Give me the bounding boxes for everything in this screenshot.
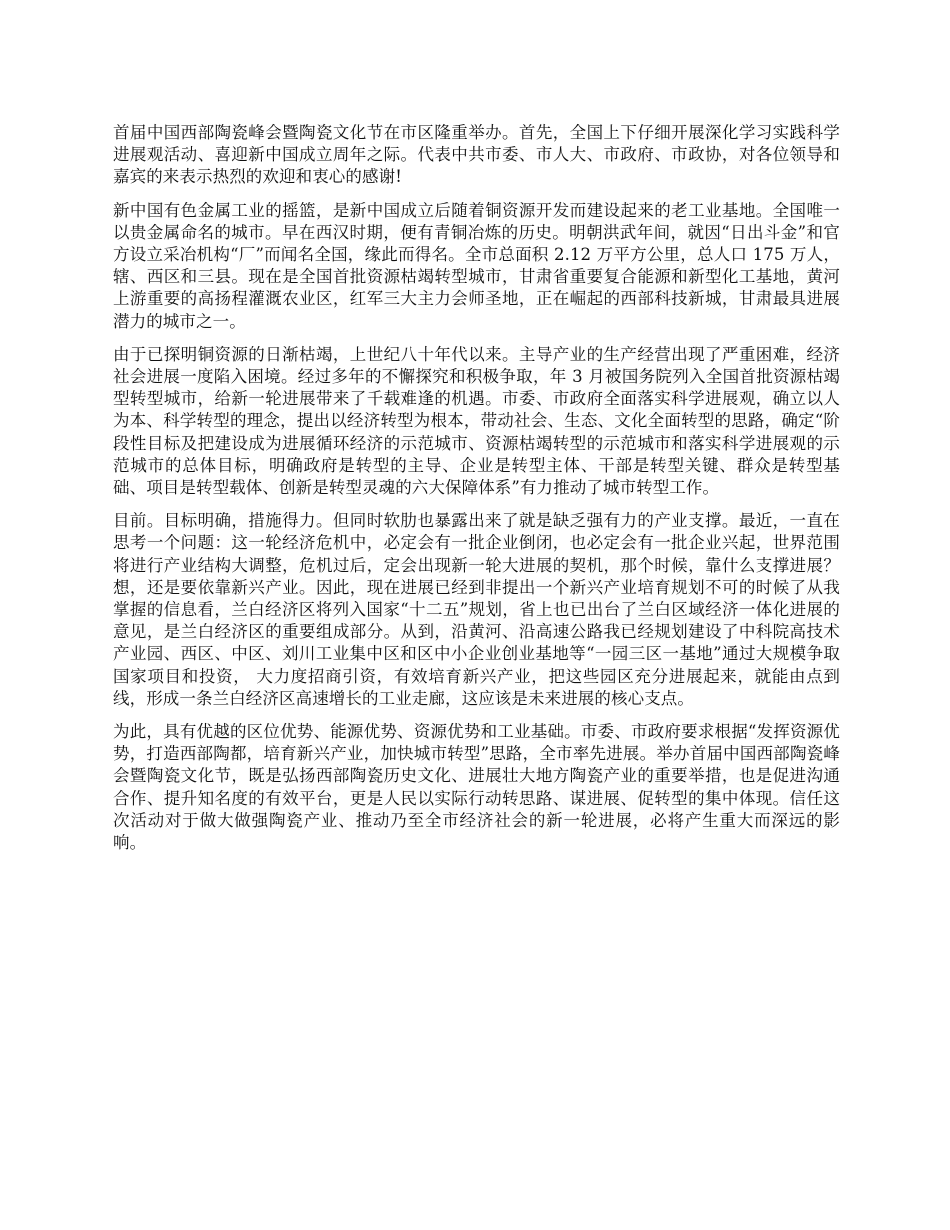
paragraph-ceramics-festival: 为此，具有优越的区位优势、能源优势、资源优势和工业基础。市委、市政府要求根据“发挥资源优势，打造西部陶都，培育新兴产业，加快城市转型”思路，全市率先进展。举办首届中国西部陶瓷峰会暨陶瓷文化节，既是弘扬西部陶瓷历史文化、进展壮大地方陶瓷产业的重要举措，也是促进沟通合作、提升知名度的有效平台，更是人民以实际行动转思路、谋进展、促转型的集中体现。信任这次活动对于做大做强陶瓷产业、推动乃至全市经济社会的新一轮进展，必将产生重大而深远的影响。	[113, 722, 840, 853]
paragraph-transformation: 由于已探明铜资源的日渐枯竭，上世纪八十年代以来。主导产业的生产经营出现了严重困难，经济社会进展一度陷入困境。经过多年的不懈探究和积极争取，年 3 月被国务院列入全国首批资源枯竭型转型城市，给新一轮进展带来了千载难逢的机遇。市委、市政府全面落实科学进展观，确立以人为本、科学转型的理念，提出以经济转型为根本，带动社会、生态、文化全面转型的思路，确定“阶段性目标及把建设成为进展循环经济的示范城市、资源枯竭转型的示范城市和落实科学进展观的示范城市的总体目标，明确政府是转型的主导、企业是转型主体、干部是转型关键、群众是转型基础、项目是转型载体、创新是转型灵魂的六大保障体系”有力推动了城市转型工作。	[113, 344, 840, 498]
paragraph-opening: 首届中国西部陶瓷峰会暨陶瓷文化节在市区隆重举办。首先，全国上下仔细开展深化学习实践科学进展观活动、喜迎新中国成立周年之际。代表中共市委、市人大、市政府、市政协，对各位领导和嘉宾的来表示热烈的欢迎和衷心的感谢!	[113, 123, 840, 187]
paragraph-city-history: 新中国有色金属工业的摇篮，是新中国成立后随着铜资源开发而建设起来的老工业基地。全国唯一以贵金属命名的城市。早在西汉时期，便有青铜冶炼的历史。明朝洪武年间，就因“日出斗金”和官方设立采冶机构“厂”而闻名全国，缘此而得名。全市总面积 2.12 万平方公里，总人口 175 万人，辖、西区和三县。现在是全国首批资源枯竭转型城市，甘肃省重要复合能源和新型化工基地，黄河上游重要的高扬程灌溉农业区，红军三大主力会师圣地，正在崛起的西部科技新城，甘肃最具进展潜力的城市之一。	[113, 200, 840, 331]
paragraph-emerging-industry: 目前。目标明确，措施得力。但同时软肋也暴露出来了就是缺乏强有力的产业支撑。最近，一直在思考一个问题：这一轮经济危机中，必定会有一批企业倒闭，也必定会有一批企业兴起，世界范围将进行产业结构大调整，危机过后，定会出现新一轮大进展的契机，那个时候，靠什么支撑进展？想，还是要依靠新兴产业。因此，现在进展已经到非提出一个新兴产业培育规划不可的时候了从我掌握的信息看，兰白经济区将列入国家“十二五”规划，省上也已出台了兰白区域经济一体化进展的意见，是兰白经济区的重要组成部分。从到，沿黄河、沿高速公路我已经规划建设了中科院高技术产业园、西区、中区、刘川工业集中区和区中小企业创业基地等“一园三区一基地”通过大规模争取国家项目和投资， 大力度招商引资，有效培育新兴产业，把这些园区充分进展起来，就能由点到线，形成一条兰白经济区高速增长的工业走廊，这应该是未来进展的核心支点。	[113, 511, 840, 708]
document-body	[113, 122, 840, 865]
